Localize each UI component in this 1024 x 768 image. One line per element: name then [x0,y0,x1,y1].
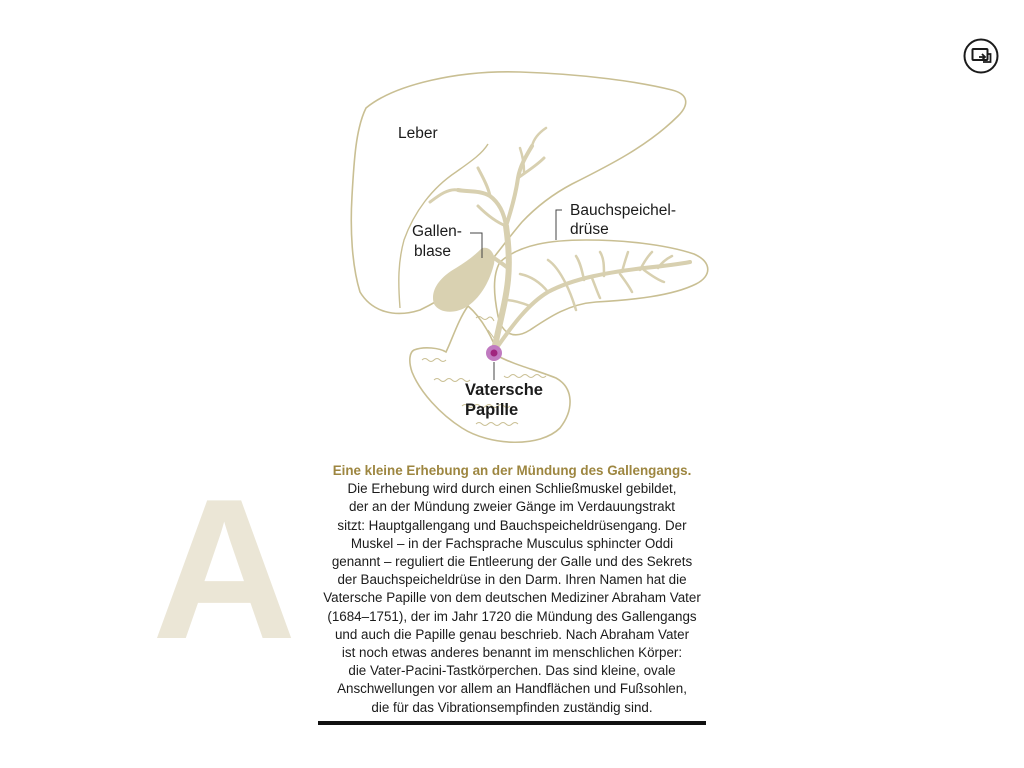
bottom-rule [318,721,706,725]
article-line: Anschwellungen vor allem an Handflächen und Fußsohlen, [337,681,687,697]
label-papilla-line1: Vatersche [465,381,543,399]
article-line: die für das Vibrationsempfinden zuständig sind. [371,699,653,715]
article-text [312,462,712,717]
article-line: der Bauchspeicheldrüse in den Darm. Ihren Namen hat die [337,572,687,588]
initial-letter: A [152,458,293,681]
label-pancreas-line2: drüse [570,221,609,238]
article-line: Vatersche Papille von dem deutschen Mediziner Abraham Vater [323,590,701,606]
label-pancreas-line1: Bauchspeichel- [570,202,676,219]
label-liver: Leber [398,125,438,142]
liver-outline [351,72,685,314]
label-papilla-line2: Papille [465,401,519,419]
article-line: die Vater-Pacini-Tastkörperchen. Das sind kleine, ovale [348,663,676,679]
label-gallbladder-line2: blase [414,243,452,260]
label-gallbladder-line1: Gallen- [412,223,462,240]
article-line: der an der Mündung zweier Gänge im Verdauungstrakt [348,499,676,515]
article-headline: Eine kleine Erhebung an der Mündung des Gallengangs. [332,463,692,478]
article-line: Die Erhebung wird durch einen Schließmuskel gebildet, [347,481,677,497]
article-line: (1684–1751), der im Jahr 1720 die Mündung des Gallengangs [327,608,697,624]
leader-lines [470,210,562,380]
duodenum-outline [410,306,570,442]
article-line: genannt – reguliert die Entleerung der Galle und des Sekrets [331,554,693,570]
article-line: ist noch etwas anderes benannt im menschlichen Körper: [341,645,683,661]
article-line: sitzt: Hauptgallengang und Bauchspeicheldrüsengang. Der [337,517,687,533]
vater-papilla-inner [491,350,498,357]
article-line: und auch die Papille genau beschrieb. Nach Abraham Vater [334,626,690,642]
article-line: Muskel – in der Fachsprache Musculus sphincter Oddi [350,535,674,551]
